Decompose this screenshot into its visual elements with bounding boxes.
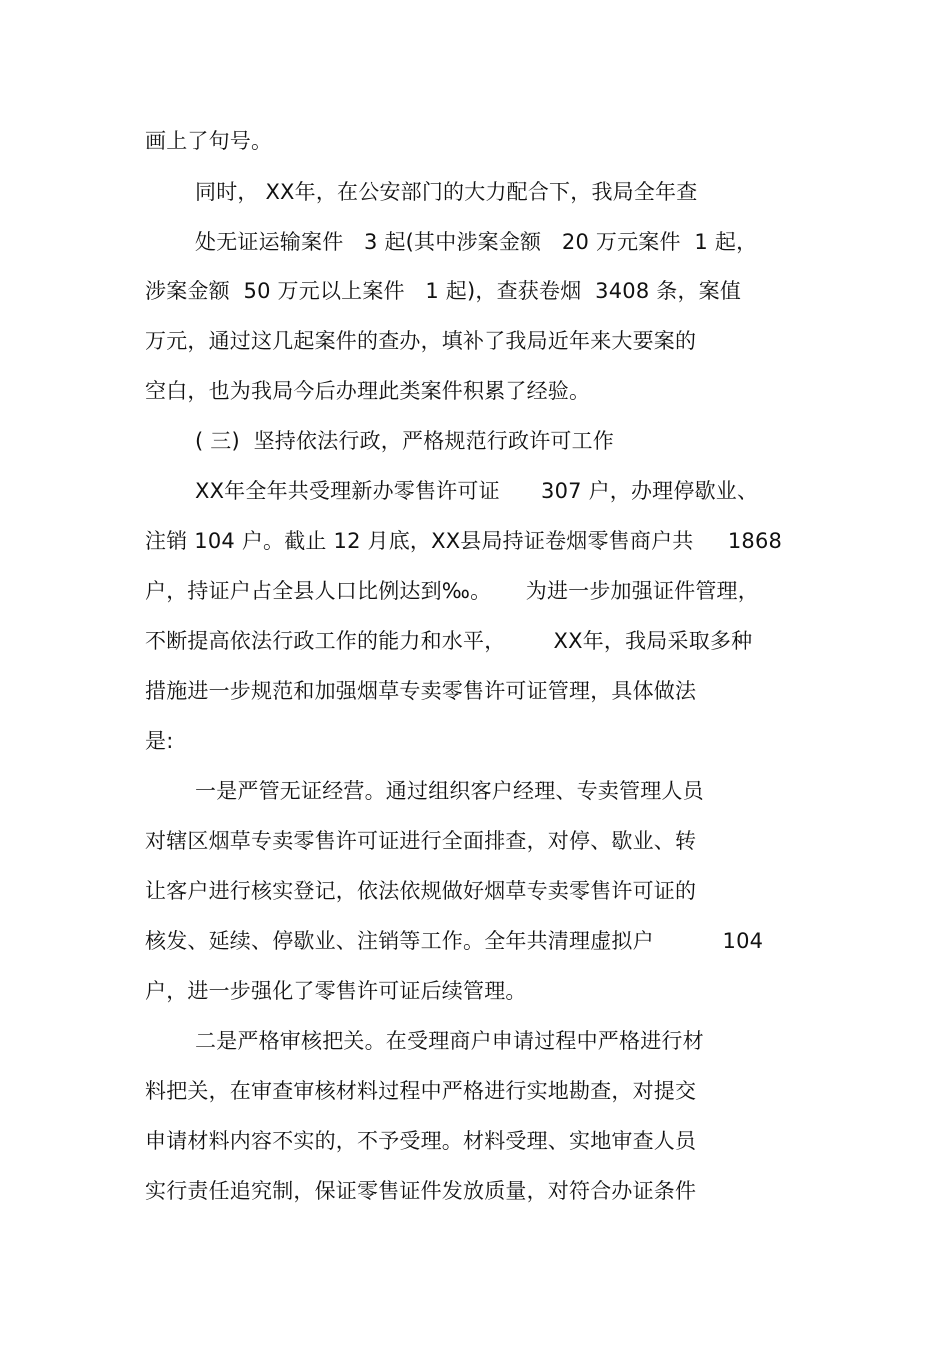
text-line: 户，持证户占全县人口比例达到‰。 为进一步加强证件管理， (145, 579, 759, 603)
section-heading: ( 三) 坚持依法行政，严格规范行政许可工作 (195, 429, 615, 453)
text-line: 处无证运输案件 3 起(其中涉案金额 20 万元案件 1 起， (195, 230, 758, 254)
text-line: 措施进一步规范和加强烟草专卖零售许可证管理，具体做法 (145, 679, 697, 703)
text-line: 让客户进行核实登记，依法依规做好烟草专卖零售许可证的 (145, 879, 697, 903)
text-line: 对辖区烟草专卖零售许可证进行全面排查，对停、歇业、转 (145, 829, 697, 853)
text-line: 万元，通过这几起案件的查办，填补了我局近年来大要案的 (145, 329, 697, 353)
text-line: 是: (145, 729, 174, 753)
text-line: 料把关，在审查审核材料过程中严格进行实地勘查，对提交 (145, 1079, 697, 1103)
text-line: 注销 104 户。截止 12 月底，XX县局持证卷烟零售商户共 1868 (145, 529, 783, 553)
text-line: 实行责任追究制，保证零售证件发放质量，对符合办证条件 (145, 1179, 697, 1203)
text-line: 空白，也为我局今后办理此类案件积累了经验。 (145, 379, 591, 403)
text-line: XX年全年共受理新办零售许可证 307 户，办理停歇业、 (195, 479, 759, 503)
text-line: 同时， XX年，在公安部门的大力配合下，我局全年查 (195, 180, 698, 204)
text-line: 一是严管无证经营。通过组织客户经理、专卖管理人员 (195, 779, 704, 803)
text-line: 涉案金额 50 万元以上案件 1 起)，查获卷烟 3408 条，案值 (145, 279, 742, 303)
text-line: 核发、延续、停歇业、注销等工作。全年共清理虚拟户 104 (145, 929, 764, 953)
text-line: 画上了句号。 (145, 129, 273, 153)
text-line: 户，进一步强化了零售许可证后续管理。 (145, 979, 527, 1003)
text-line: 不断提高依法行政工作的能力和水平， XX年，我局采取多种 (145, 629, 753, 653)
text-line: 申请材料内容不实的，不予受理。材料受理、实地审查人员 (145, 1129, 697, 1153)
text-line: 二是严格审核把关。在受理商户申请过程中严格进行材 (195, 1029, 704, 1053)
